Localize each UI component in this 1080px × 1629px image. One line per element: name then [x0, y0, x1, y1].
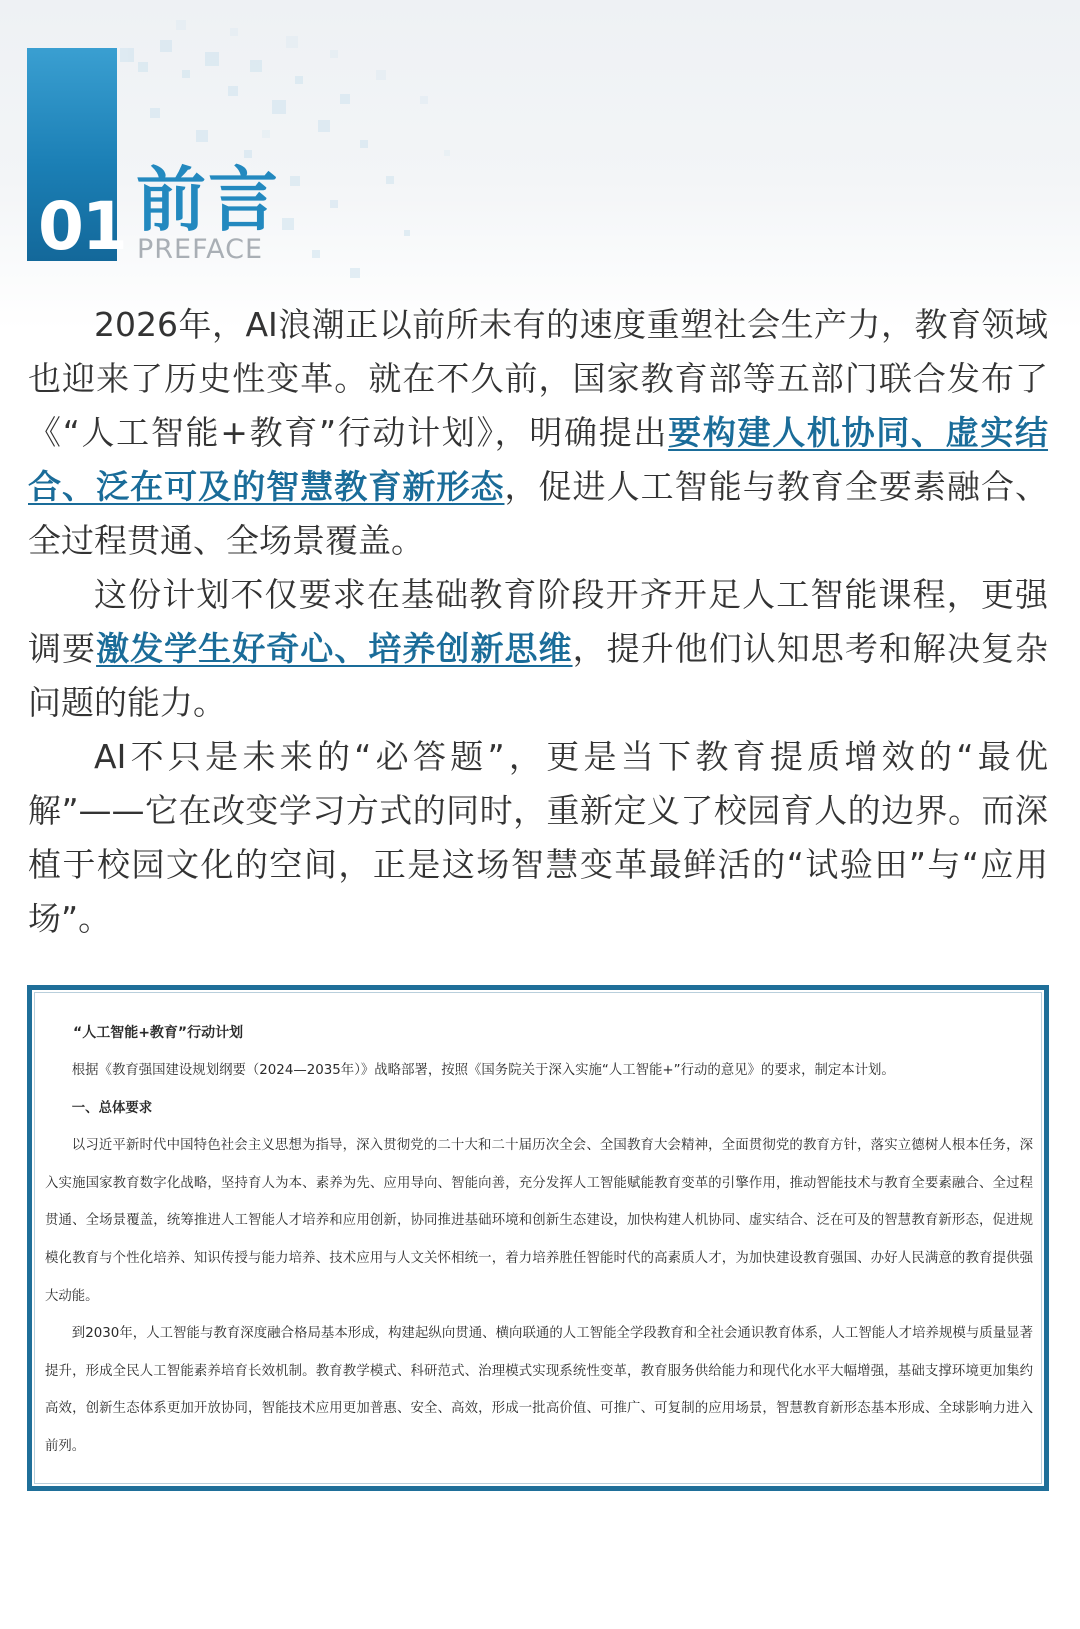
highlighted-phrase: 激发学生好奇心、培养创新思维 [96, 629, 573, 668]
document-excerpt [45, 1014, 1033, 1466]
document-paragraph: 以习近平新时代中国特色社会主义思想为指导，深入贯彻党的二十大和二十届历次全会、全国教育大会精神，全面贯彻党的教育方针，落实立德树人根本任务，深入实施国家教育数字化战略，坚持育人为本、素养为先、应用导向、智能向善，充分发挥人工智能赋能教育变革的引擎作用，推动智能技术与教育全要素融合、全过程贯通、全场景覆盖，统筹推进人工智能人才培养和应用创新，协同推进基础环境和创新生态建设，加快构建人机协同、虚实结合、泛在可及的智慧教育新形态，促进规模化教育与个性化培养、知识传授与能力培养、技术应用与人文关怀相统一，着力培养胜任智能时代的高素质人才，为加快建设教育强国、办好人民满意的教育提供强大动能。 [45, 1138, 1033, 1304]
document-section-heading: 一、总体要求 [71, 1100, 153, 1116]
document-title: “人工智能+教育”行动计划 [73, 1025, 244, 1041]
intro-paragraph-3: AI不只是未来的“必答题”，更是当下教育提质增效的“最优解”——它在改变学习方式的同时，重新定义了校园育人的边界。而深植于校园文化的空间，正是这场智慧变革最鲜活的“试验田”与“应用场”。 [28, 737, 1048, 938]
intro-body [28, 298, 1048, 946]
document-excerpt-frame [27, 985, 1049, 1491]
section-number: 01 [38, 188, 126, 265]
document-paragraph: 到2030年，人工智能与教育深度融合格局基本形成，构建起纵向贯通、横向联通的人工智能全学段教育和全社会通识教育体系，人工智能人才培养规模与质量显著提升，形成全民人工智能素养培育长效机制。教育教学模式、科研范式、治理模式实现系统性变革，教育服务供给能力和现代化水平大幅增强，基础支撑环境更加集约高效，创新生态体系更加开放协同，智能技术应用更加普惠、安全、高效，形成一批高价值、可推广、可复制的应用场景，智慧教育新形态基本形成、全球影响力进入前列。 [45, 1326, 1033, 1454]
intro-text: 这份计划不仅要求在基础教育阶段开齐开足人工智能课程，更强调要 [28, 575, 1048, 668]
intro-text: ，提升他们认知思考和解决复杂问题的能力。 [28, 629, 1049, 722]
intro-paragraph-2 [28, 568, 1048, 730]
section-title: 前言 [136, 159, 280, 241]
highlighted-phrase: 要构建人机协同、虚实结合、泛在可及的智慧教育新形态 [28, 413, 1049, 506]
intro-text: 2026年，AI浪潮正以前所未有的速度重塑社会生产力，教育领域也迎来了历史性变革。就在不久前，国家教育部等五部门联合发布了《“人工智能+教育”行动计划》，明确提出 [28, 305, 1048, 452]
intro-text: ，促进人工智能与教育全要素融合、全过程贯通、全场景覆盖。 [28, 467, 1049, 560]
document-intro: 根据《教育强国建设规划纲要（2024—2035年）》战略部署，按照《国务院关于深入实施“人工智能+”行动的意见》的要求，制定本计划。 [71, 1063, 895, 1078]
intro-paragraph-1 [28, 298, 1048, 568]
section-subtitle: PREFACE [137, 234, 264, 265]
